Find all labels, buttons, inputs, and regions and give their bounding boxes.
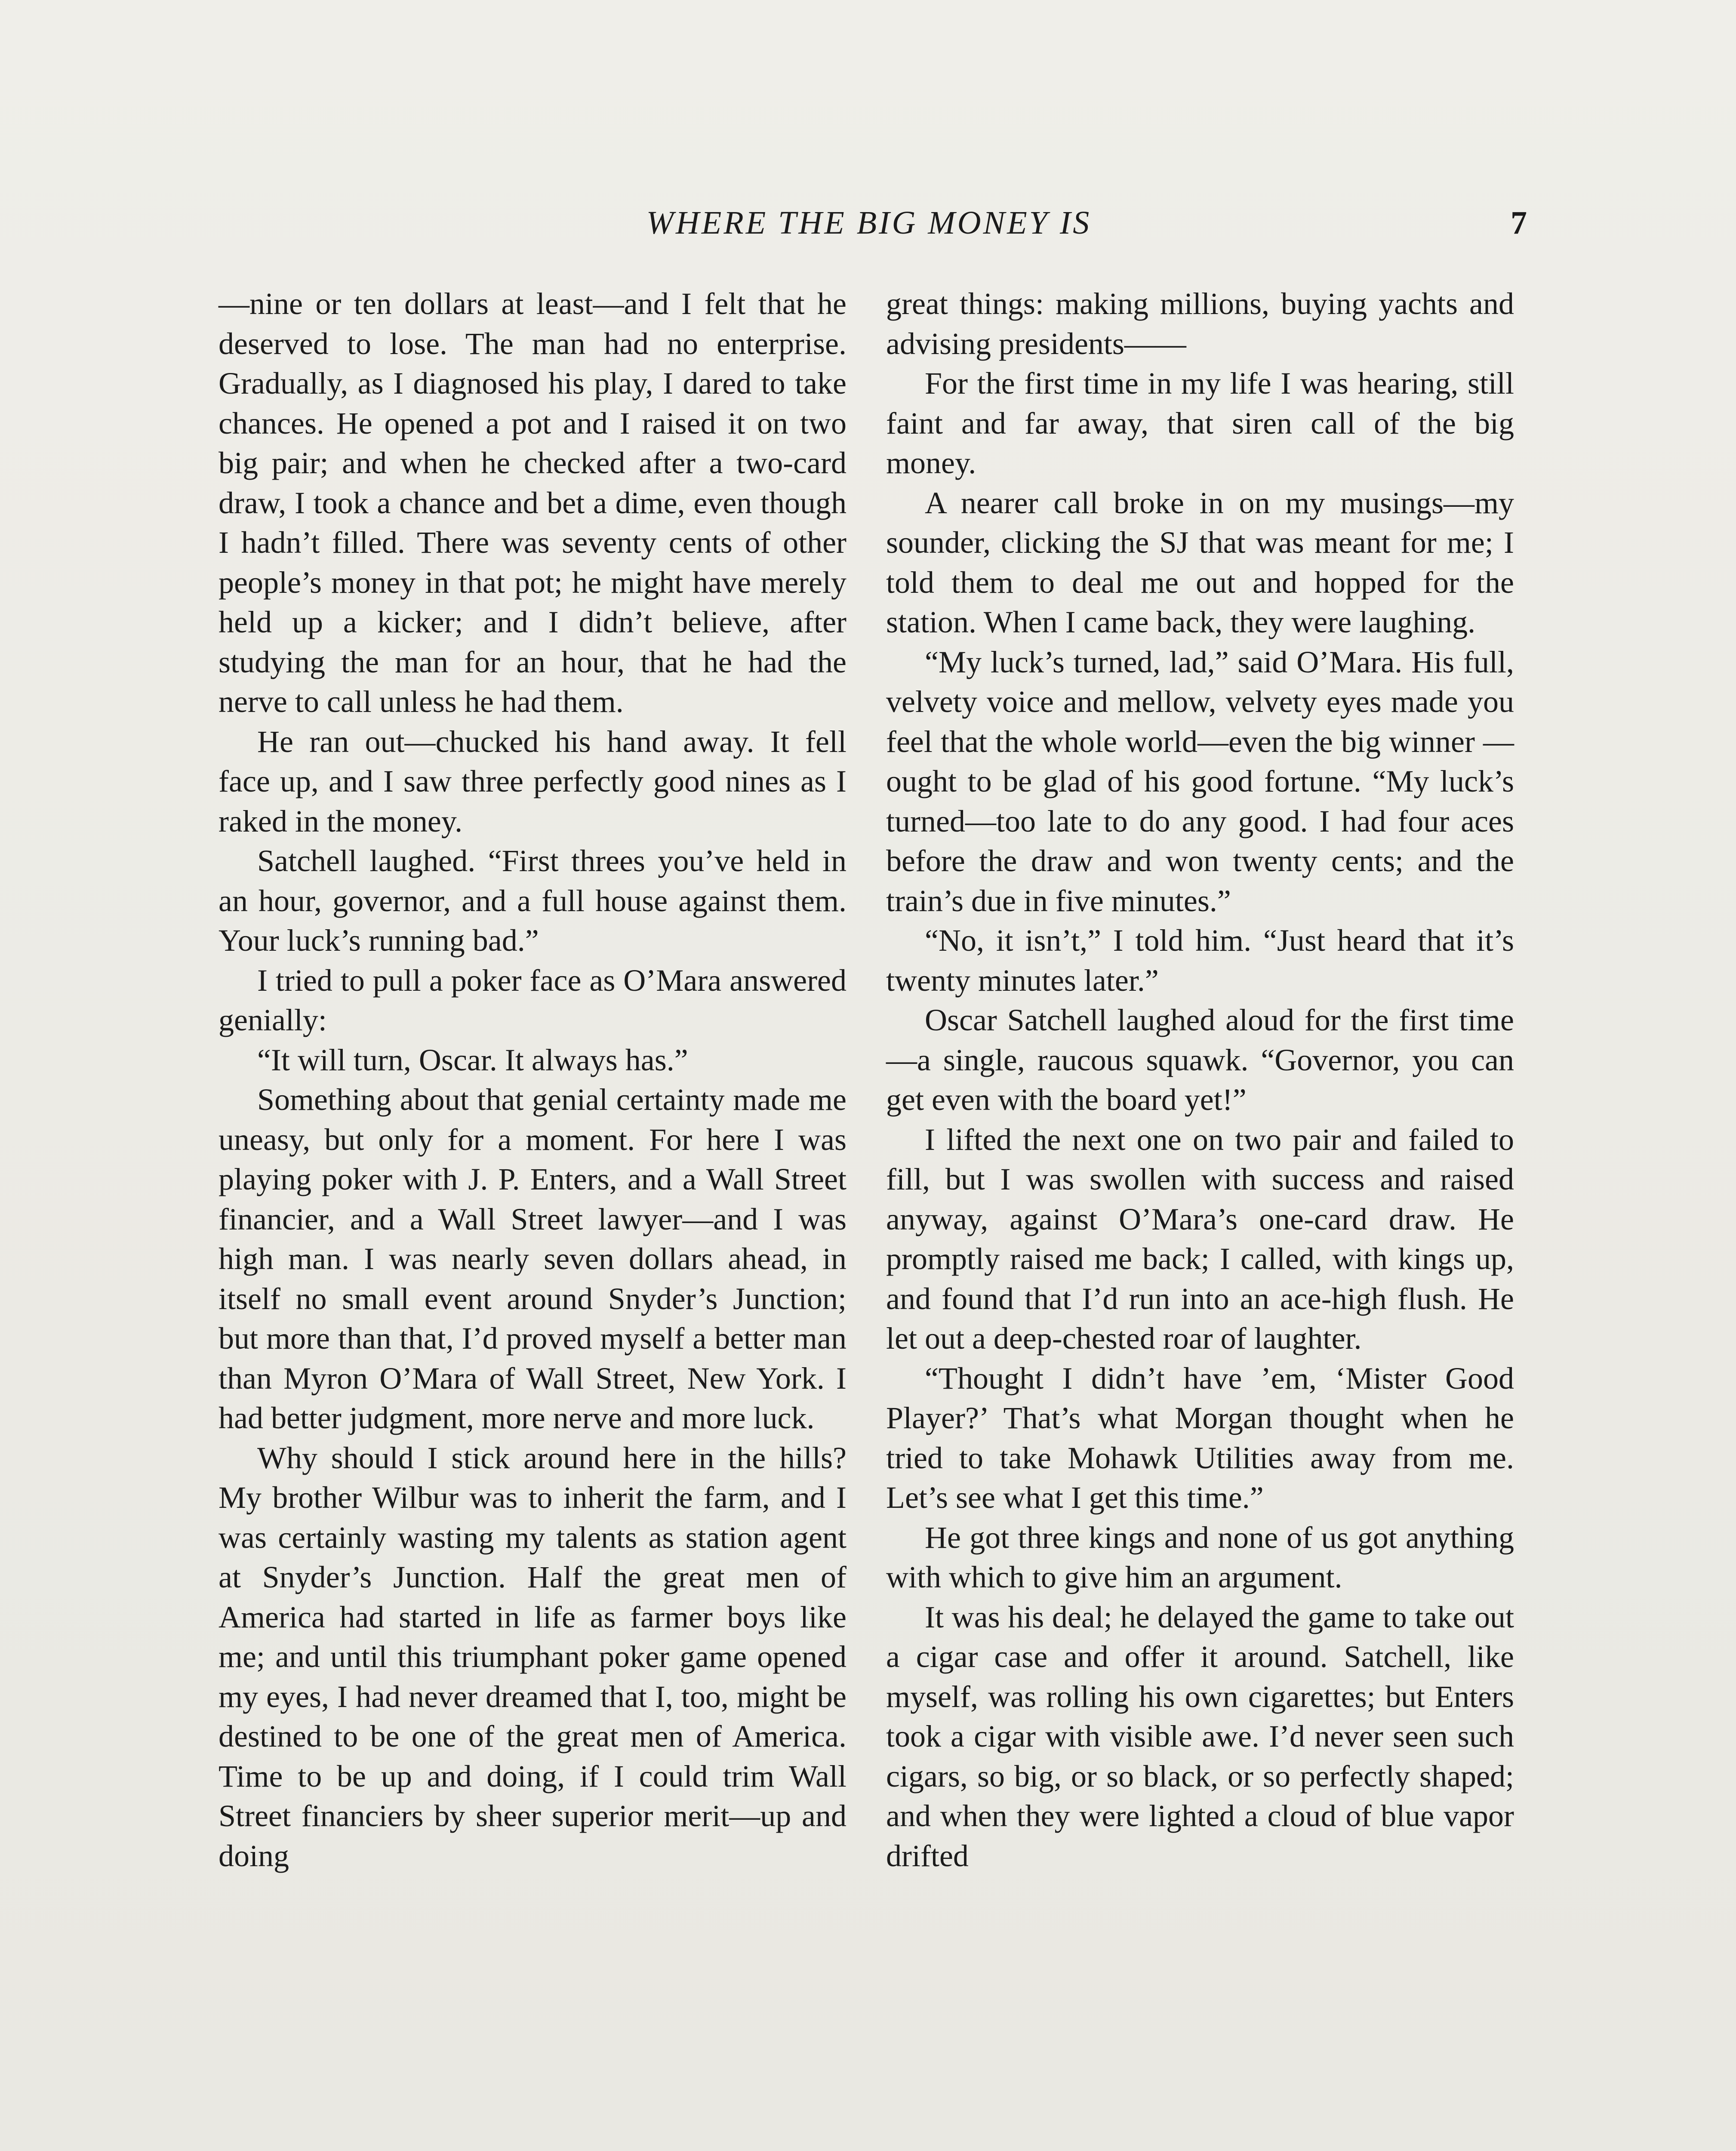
paragraph: —nine or ten dollars at least—and I felt that he deserved to lose. The man had no enterprise. Gradually, as I diagnosed his play, I dared to take chances. He opened a pot and I raised it on two big pair; and when he checked after a two-card draw, I took a chance and bet a dime, even though I hadn’t filled. There was seventy cents of other people’s money in that pot; he might have merely held up a kicker; and I didn’t believe, after studying the man for an hour, that he had the nerve to call unless he had them. xyxy=(219,287,846,719)
paragraph: “No, it isn’t,” I told him. “Just heard that it’s twenty minutes later.” xyxy=(886,923,1514,998)
left-text-column xyxy=(219,284,846,1876)
paragraph: A nearer call broke in on my musings—my sounder, clicking the SJ that was meant for me; I told them to deal me out and hopped for the station. When I came back, they were laughing. xyxy=(886,485,1514,639)
page-number: 7 xyxy=(1511,205,1527,241)
paragraph: He got three kings and none of us got anything with which to give him an argument. xyxy=(886,1520,1514,1594)
paragraph: Something about that genial certainty made me uneasy, but only for a moment. For here I was playing poker with J. P. Enters, and a Wall Street financier, and a Wall Street lawyer—and I was high man. I was nearly seven dollars ahead, in itself no small event around Snyder’s Junction; but more than that, I’d proved myself a better man than Myron O’Mara of Wall Street, New York. I had better judgment, more nerve and more luck. xyxy=(219,1082,846,1435)
paragraph: He ran out—chucked his hand away. It fell face up, and I saw three perfectly good nines as I raked in the money. xyxy=(219,724,846,838)
paragraph: “It will turn, Oscar. It always has.” xyxy=(257,1042,688,1077)
paragraph: Satchell laughed. “First threes you’ve held in an hour, governor, and a full house against them. Your luck’s running bad.” xyxy=(219,844,846,958)
paragraph: great things: making millions, buying yachts and advising presidents—— xyxy=(886,287,1514,361)
paragraph: “My luck’s turned, lad,” said O’Mara. His full, velvety voice and mellow, velvety eyes made you feel that the whole world—even the big winner —ought to be glad of his good fortune. “My luck’s turned—too late to do any good. I had four aces before the draw and won twenty cents; and the train’s due in five minutes.” xyxy=(886,644,1514,918)
paragraph: “Thought I didn’t have ’em, ‘Mister Good Player?’ That’s what Morgan thought when he tried to take Mohawk Utilities away from me. Let’s see what I get this time.” xyxy=(886,1361,1514,1515)
paragraph: I tried to pull a poker face as O’Mara answered genially: xyxy=(219,963,846,1037)
running-head: WHERE THE BIG MONEY IS xyxy=(646,205,1092,241)
paragraph: I lifted the next one on two pair and failed to fill, but I was swollen with success and raised anyway, against O’Mara’s one-card draw. He promptly raised me back; I called, with kings up, and found that I’d run into an ace-high flush. He let out a deep-chested roar of laughter. xyxy=(886,1122,1514,1356)
paragraph: Why should I stick around here in the hills? My brother Wilbur was to inherit the farm, and I was certainly wasting my talents as station agent at Snyder’s Junction. Half the great men of America had started in life as farmer boys like me; and until this triumphant poker game opened my eyes, I had never dreamed that I, too, might be destined to be one of the great men of America. Time to be up and doing, if I could trim Wall Street financiers by sheer superior merit—up and doing xyxy=(219,1440,846,1873)
paragraph: It was his deal; he delayed the game to take out a cigar case and offer it around. Satchell, like myself, was rolling his own cigarettes; but Enters took a cigar with visible awe. I’d never seen such cigars, so big, or so black, or so perfectly shaped; and when they were lighted a cloud of blue vapor drifted xyxy=(886,1599,1514,1873)
right-text-column xyxy=(886,284,1514,1876)
paragraph: Oscar Satchell laughed aloud for the first time—a single, raucous squawk. “Governor, you can get even with the board yet!” xyxy=(886,1003,1514,1117)
paragraph: For the first time in my life I was hearing, still faint and far away, that siren call of the big money. xyxy=(886,366,1514,480)
